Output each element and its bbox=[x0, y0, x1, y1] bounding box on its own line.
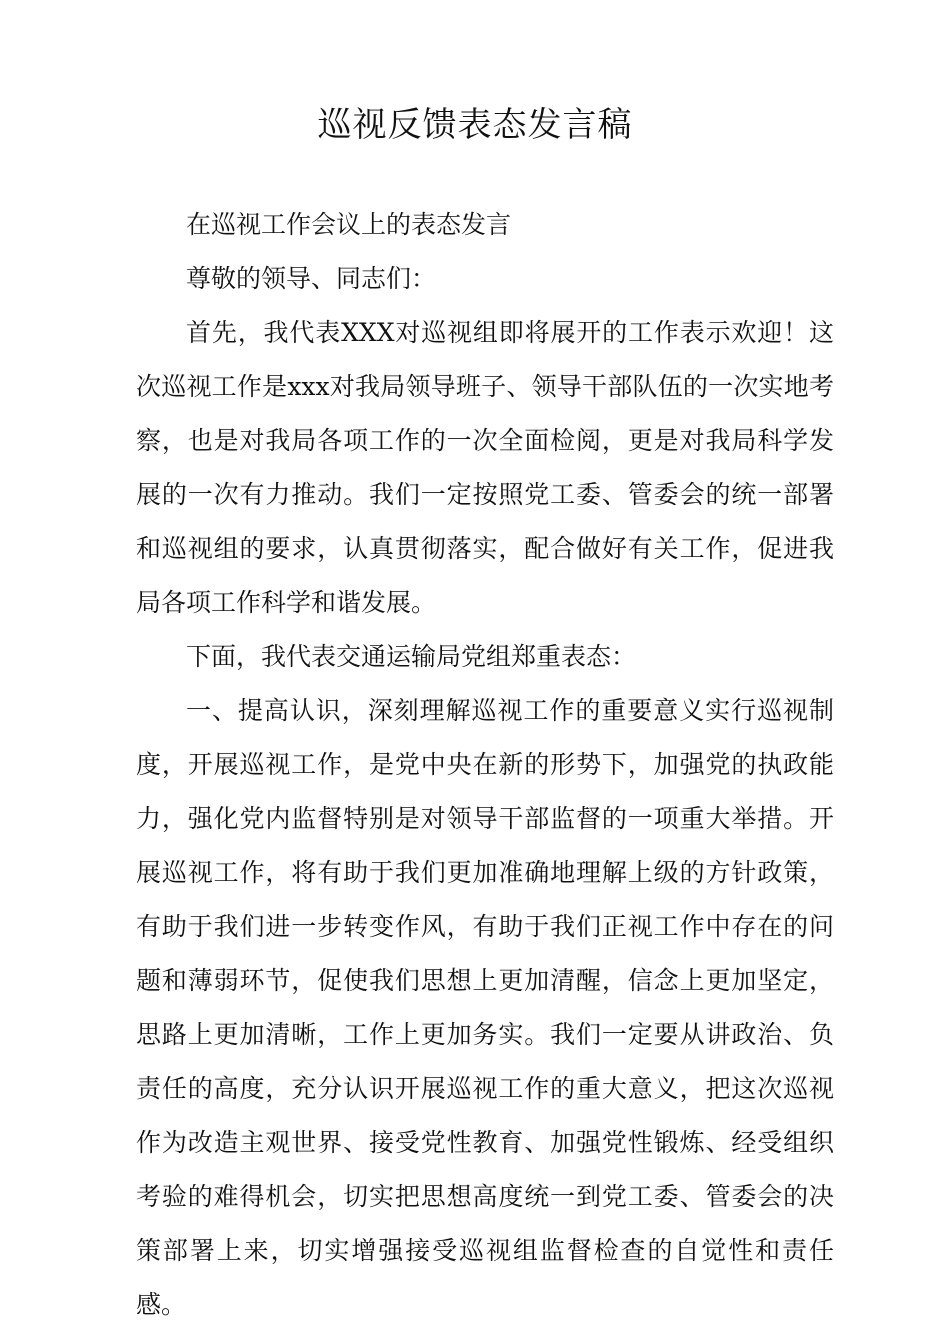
document-body bbox=[136, 198, 834, 1332]
paragraph-subtitle: 在巡视工作会议上的表态发言 bbox=[186, 210, 512, 239]
document-title: 巡视反馈表态发言稿 bbox=[317, 105, 633, 145]
paragraph-section-one: 一、提高认识，深刻理解巡视工作的重要意义实行巡视制度，开展巡视工作，是党中央在新的形势下，加强党的执政能力，强化党内监督特别是对领导干部监督的一项重大举措。开展巡视工作，将有助于我们更加准确地理解上级的方针政策，有助于我们进一步转变作风，有助于我们正视工作中存在的问题和薄弱环节，促使我们思想上更加清醒，信念上更加坚定，思路上更加清晰，工作上更加务实。我们一定要从讲政治、负责任的高度，充分认识开展巡视工作的重大意义，把这次巡视作为改造主观世界、接受党性教育、加强党性锻炼、经受组织考验的难得机会，切实把思想高度统一到党工委、管委会的决策部署上来，切实增强接受巡视组监督检查的自觉性和责任感。 bbox=[136, 696, 834, 1319]
paragraph-opening: 首先，我代表XXX对巡视组即将展开的工作表示欢迎！这次巡视工作是xxx对我局领导班子、领导干部队伍的一次实地考察，也是对我局各项工作的一次全面检阅，更是对我局科学发展的一次有力推动。我们一定按照党工委、管委会的统一部署和巡视组的要求，认真贯彻落实，配合做好有关工作，促进我局各项工作科学和谐发展。 bbox=[136, 318, 834, 617]
paragraph-salutation: 尊敬的领导、同志们： bbox=[186, 264, 437, 293]
paragraph-statement-intro: 下面，我代表交通运输局党组郑重表态： bbox=[186, 642, 637, 671]
